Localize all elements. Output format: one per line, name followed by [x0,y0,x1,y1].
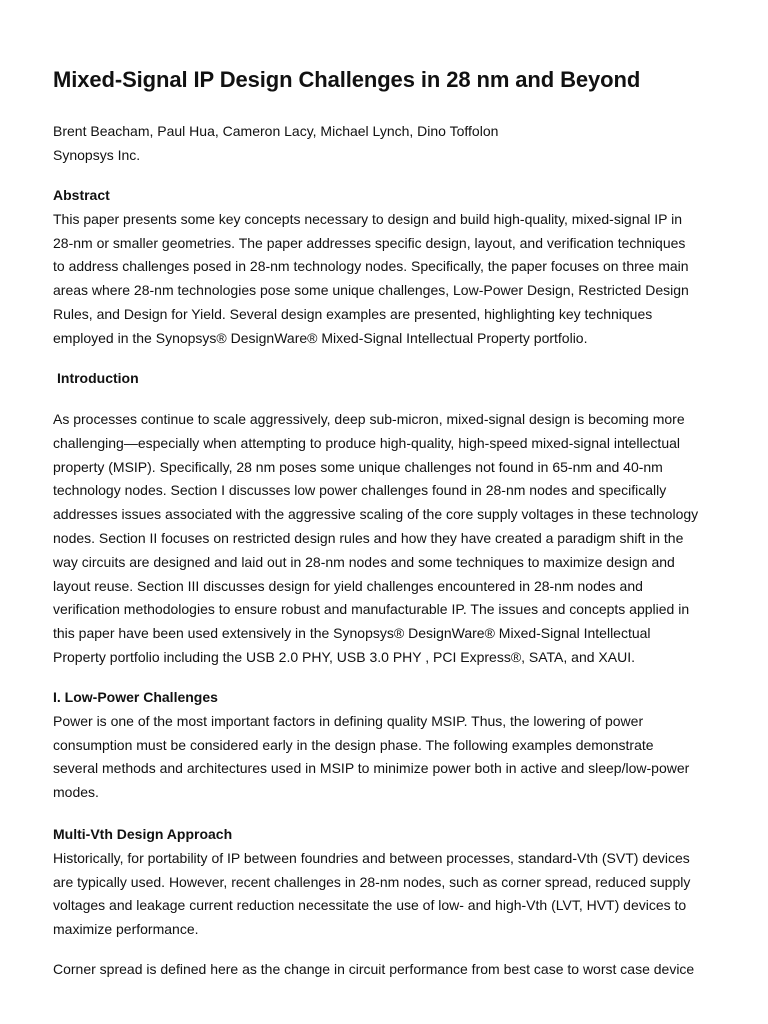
abstract-line: employed in the Synopsys® DesignWare® Mixed-Signal Intellectual Property portfolio. [53,329,588,346]
abstract-line: to address challenges posed in 28-nm technology nodes. Specifically, the paper focuses on three main [53,258,689,275]
low-power-section [53,686,716,805]
multi-vth-line: are typically used. However, recent challenges in 28-nm nodes, such as corner spread, reduced supply [53,873,691,890]
low-power-line: consumption must be considered early in the design phase. The following examples demonstrate [53,736,654,753]
introduction-line: Property portfolio including the USB 2.0 PHY, USB 3.0 PHY , PCI Express®, SATA, and XAUI. [53,648,635,665]
introduction-section [53,408,716,670]
introduction-line: challenging—especially when attempting to produce high-quality, high-speed mixed-signal intellectual [53,434,680,451]
low-power-line: Power is one of the most important factors in defining quality MSIP. Thus, the lowering of power [53,712,644,729]
multi-vth-line: voltages and leakage current reduction necessitate the use of low- and high-Vth (LVT, HVT) devices to [53,897,687,914]
abstract-line: 28-nm or smaller geometries. The paper addresses specific design, layout, and verification techniques [53,234,686,251]
multi-vth-section [53,823,716,942]
abstract-line: This paper presents some key concepts necessary to design and build high-quality, mixed-signal IP in [53,210,683,227]
introduction-line: layout reuse. Section III discusses design for yield challenges encountered in 28-nm nodes and [53,577,643,594]
introduction-heading: Introduction [57,370,139,386]
corner-spread-line: Corner spread is defined here as the change in circuit performance from best case to worst case device [53,961,695,977]
author-block [53,120,716,168]
introduction-line: As processes continue to scale aggressively, deep sub-micron, mixed-signal design is becoming more [53,411,685,427]
introduction-line: way circuits are designed and laid out in 28-nm nodes and some techniques to maximize design and [53,553,675,570]
low-power-line: modes. [53,784,99,801]
abstract-line: areas where 28-nm technologies pose some unique challenges, Low-Power Design, Restricted Design [53,282,689,299]
introduction-line: property (MSIP). Specifically, 28 nm poses some unique challenges not found in 65-nm and 40-nm [53,458,663,475]
introduction-line: nodes. Section II focuses on restricted design rules and how they have created a paradigm shift in the [53,529,684,546]
low-power-heading: I. Low-Power Challenges [53,689,218,705]
multi-vth-line: Historically, for portability of IP between foundries and between processes, standard-Vth (SVT) devices [53,849,690,866]
abstract-line: Rules, and Design for Yield. Several design examples are presented, highlighting key techniques [53,305,653,322]
introduction-heading-block [53,367,716,391]
paper-title: Mixed-Signal IP Design Challenges in 28 nm and Beyond [53,67,641,92]
affiliation: Synopsys Inc. [53,146,141,163]
abstract-heading: Abstract [53,187,110,203]
authors: Brent Beacham, Paul Hua, Cameron Lacy, Michael Lynch, Dino Toffolon [53,123,499,139]
corner-spread-paragraph [53,958,716,982]
introduction-line: verification methodologies to ensure robust and manufacturable IP. The issues and concepts applied in [53,601,690,618]
introduction-line: addresses issues associated with the aggressive scaling of the core supply voltages in these technology [53,506,699,523]
introduction-line: technology nodes. Section I discusses low power challenges found in 28-nm nodes and specifically [53,482,667,499]
multi-vth-heading: Multi-Vth Design Approach [53,826,233,842]
abstract-section [53,184,716,351]
multi-vth-line: maximize performance. [53,921,199,938]
introduction-line: this paper have been used extensively in the Synopsys® DesignWare® Mixed-Signal Intellectual [53,625,651,642]
low-power-line: several methods and architectures used in MSIP to minimize power both in active and sleep/low-power [53,760,690,777]
